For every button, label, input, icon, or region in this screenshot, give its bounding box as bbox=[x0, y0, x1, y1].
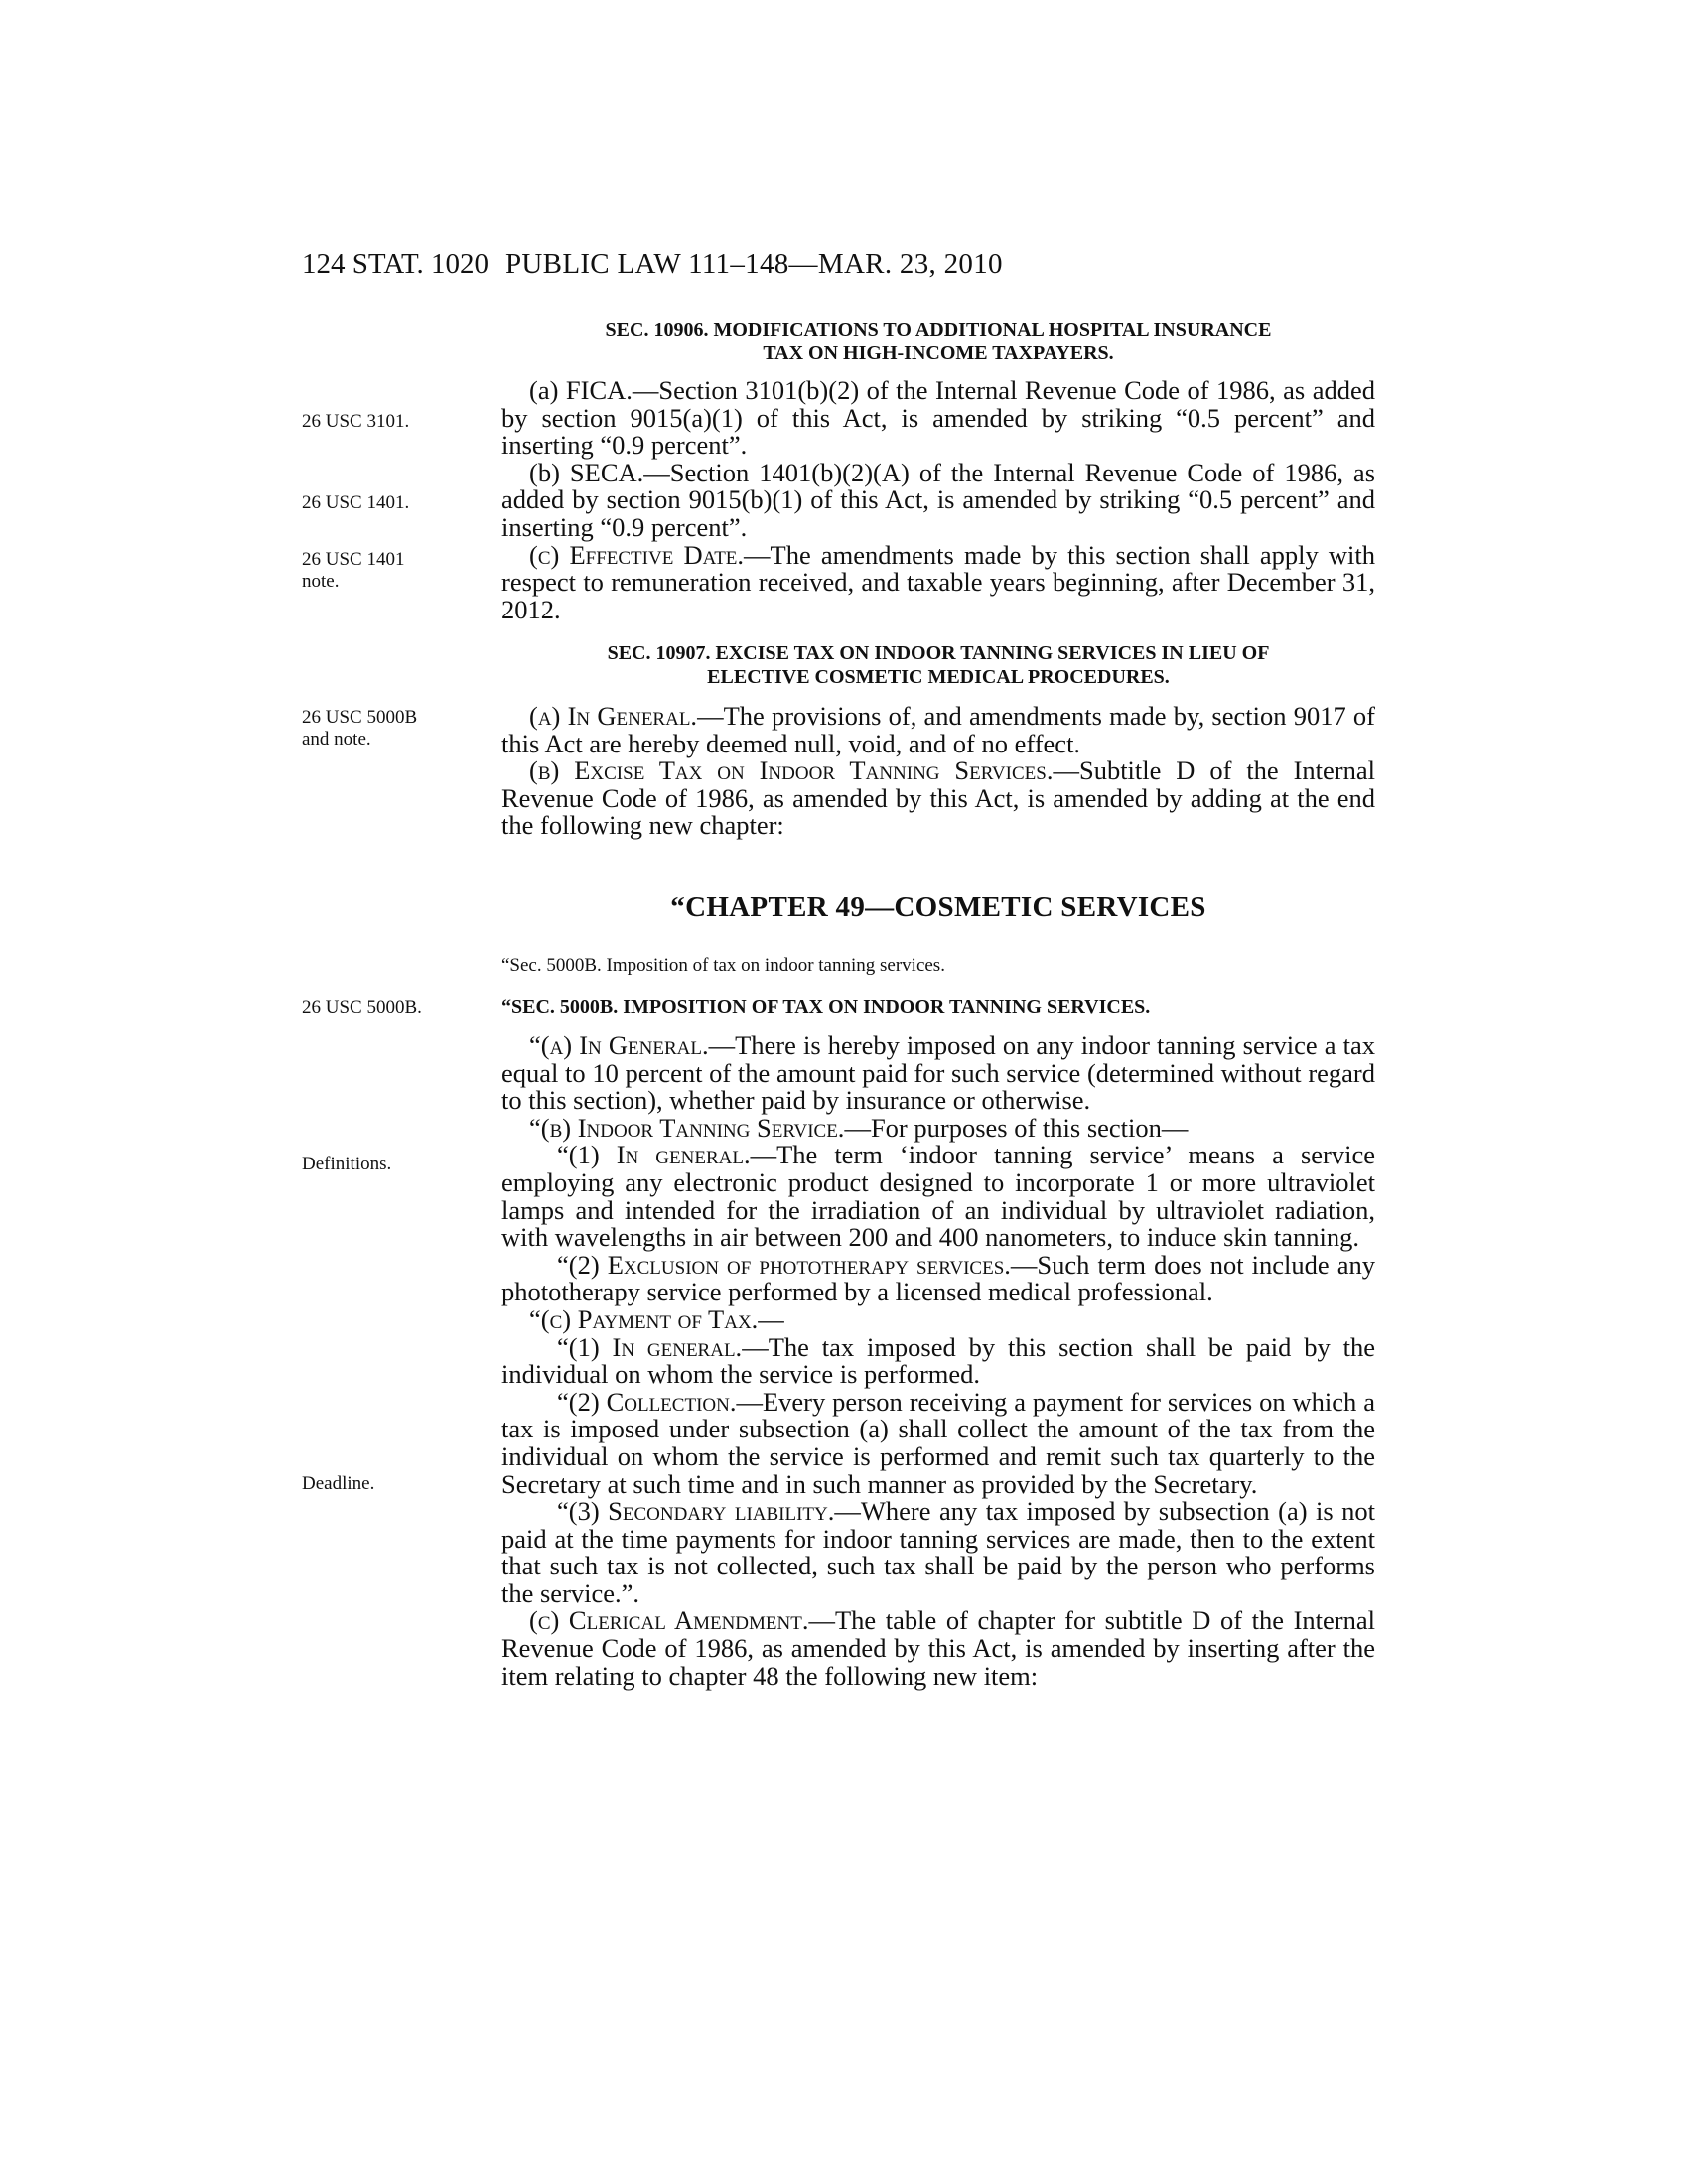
margin-note-3101: 26 USC 3101. bbox=[302, 411, 410, 432]
sec-10907 bbox=[501, 641, 1375, 840]
sec-5000b-heading: “SEC. 5000B. IMPOSITION OF TAX ON INDOOR TANNING SERVICES. bbox=[501, 996, 1151, 1018]
paragraph-label: (c) Clerical Amendment. bbox=[529, 1605, 809, 1636]
margin-note-line: 26 USC 1401 bbox=[302, 549, 405, 570]
sec-5000b-b2 bbox=[501, 1249, 1375, 1307]
paragraph-label: (a) In General. bbox=[529, 701, 698, 731]
paragraph-label: “(3) Secondary liability. bbox=[557, 1496, 835, 1527]
sec-10906 bbox=[501, 318, 1375, 623]
page-header bbox=[302, 248, 1374, 288]
statute-page-number: 124 STAT. 1020 bbox=[302, 248, 490, 280]
margin-note-deadline: Deadline. bbox=[302, 1473, 375, 1494]
sec-5000b-b bbox=[501, 1112, 1375, 1143]
paragraph-text: —The tax imposed by this section shall be paid by the individual on whom the service is performed. bbox=[501, 1331, 1375, 1390]
heading-line: TAX ON HIGH-INCOME TAXPAYERS. bbox=[763, 342, 1114, 364]
margin-note-5000b-and-note bbox=[302, 707, 471, 751]
paragraph-label: “(b) Indoor Tanning Service. bbox=[529, 1112, 845, 1143]
sec-5000b bbox=[501, 995, 1375, 1690]
sec-10906-c bbox=[501, 539, 1375, 624]
paragraph-label: “(2) Collection. bbox=[557, 1386, 737, 1417]
heading-line: ELECTIVE COSMETIC MEDICAL PROCEDURES. bbox=[707, 666, 1170, 688]
margin-note-5000b: 26 USC 5000B. bbox=[302, 997, 422, 1018]
paragraph-text: —The amendments made by this section shall apply with respect to remuneration received, and taxable years beginning, after December 31, 2012. bbox=[501, 539, 1375, 624]
paragraph-text: —The table of chapter for subtitle D of the Internal Revenue Code of 1986, as amended by this Act, is amended by inserting after the item relating to chapter 48 the following new item: bbox=[501, 1605, 1376, 1691]
paragraph-text: —Where any tax imposed by subsection (a) is not paid at the time payments for indoor tanning services are made, then to the extent that such tax is not collected, such tax shall be paid by the person who performs the service.”. bbox=[501, 1496, 1375, 1608]
paragraph-text: —There is hereby imposed on any indoor tanning service a tax equal to 10 percent of the amount paid for such service (determined without regard to this section), whether paid by insurance or otherwise. bbox=[501, 1030, 1376, 1116]
running-title: PUBLIC LAW 111–148—MAR. 23, 2010 bbox=[505, 248, 1003, 280]
paragraph-label: “(1) In general. bbox=[557, 1331, 743, 1362]
sec-10907-heading bbox=[501, 641, 1375, 689]
heading-line: SEC. 10907. EXCISE TAX ON INDOOR TANNING SERVICES IN LIEU OF bbox=[607, 642, 1270, 664]
heading-line: SEC. 10906. MODIFICATIONS TO ADDITIONAL HOSPITAL INSURANCE bbox=[605, 319, 1272, 341]
paragraph-text: —Such term does not include any phototherapy service performed by a licensed medical professional. bbox=[501, 1249, 1375, 1307]
margin-note-line: 26 USC 5000B bbox=[302, 707, 418, 728]
paragraph-label: (a) FICA. bbox=[529, 375, 633, 405]
paragraph-label: (c) Effective Date. bbox=[529, 539, 745, 570]
sec-10906-b bbox=[501, 457, 1376, 542]
paragraph-label: “(2) Exclusion of phototherapy services. bbox=[557, 1249, 1011, 1280]
sec-10906-a bbox=[501, 377, 1375, 460]
paragraph-text: —The term ‘indoor tanning service’ means a service employing any electronic product designed to incorporate 1 or more ultraviolet lamps and intended for the irradiation of an individual by ultraviolet radiation, with wavelengths in air between 200 and 400 nanometers, to induce skin tanning. bbox=[501, 1140, 1375, 1253]
paragraph-text: —Section 1401(b)(2)(A) of the Internal Revenue Code of 1986, as added by section 9015(b)(1) of this Act, is amended by striking “0.5 percent” and inserting “0.9 percent”. bbox=[501, 457, 1376, 542]
chapter-49 bbox=[501, 891, 1375, 924]
paragraph-label: “(a) In General. bbox=[529, 1030, 709, 1060]
paragraph-text: —Section 3101(b)(2) of the Internal Revenue Code of 1986, as added by section 9015(a)(1) of this Act, is amended by striking “0.5 percent” and inserting “0.9 percent”. bbox=[501, 375, 1375, 461]
sec-5000b-c3 bbox=[501, 1498, 1375, 1607]
paragraph-text: —Subtitle D of the Internal Revenue Code of 1986, as amended by this Act, is amended by adding at the end the following new chapter: bbox=[501, 755, 1375, 841]
sec-10906-heading bbox=[501, 318, 1375, 365]
paragraph-text: —For purposes of this section— bbox=[844, 1112, 1189, 1143]
margin-note-line: and note. bbox=[302, 729, 371, 750]
sec-5000b-a bbox=[501, 1032, 1375, 1115]
sec-5000b-c1 bbox=[501, 1331, 1375, 1390]
chapter-toc-item: “Sec. 5000B. Imposition of tax on indoor tanning services. bbox=[501, 955, 945, 976]
margin-note-1401: 26 USC 1401. bbox=[302, 492, 410, 513]
sec-5000b-c bbox=[501, 1303, 1375, 1334]
clerical-amendment bbox=[501, 1607, 1375, 1690]
paragraph-label: “(1) In general. bbox=[557, 1140, 751, 1170]
chapter-title: “CHAPTER 49—COSMETIC SERVICES bbox=[670, 891, 1206, 923]
paragraph-label: (b) SECA. bbox=[529, 457, 644, 487]
margin-note-1401-note bbox=[302, 549, 471, 593]
sec-5000b-c2 bbox=[501, 1386, 1375, 1499]
paragraph-text: — bbox=[758, 1303, 784, 1334]
sec-5000b-b1 bbox=[501, 1142, 1375, 1251]
paragraph-text: —The provisions of, and amendments made by, section 9017 of this Act are hereby deemed null, void, and of no effect. bbox=[501, 701, 1375, 758]
paragraph-text: —Every person receiving a payment for services on which a tax is imposed under subsection (a) shall collect the amount of the tax from the individual on whom the service is performed and remit such tax quarterly to the Secretary at such time and in such manner as provided by the Secretary. bbox=[501, 1386, 1375, 1499]
paragraph-label: “(c) Payment of Tax. bbox=[529, 1303, 759, 1334]
sec-10907-b bbox=[501, 757, 1375, 840]
sec-10907-a bbox=[501, 703, 1375, 757]
paragraph-label: (b) Excise Tax on Indoor Tanning Services. bbox=[529, 755, 1054, 786]
margin-note-line: note. bbox=[302, 571, 340, 592]
margin-note-definitions: Definitions. bbox=[302, 1154, 392, 1174]
